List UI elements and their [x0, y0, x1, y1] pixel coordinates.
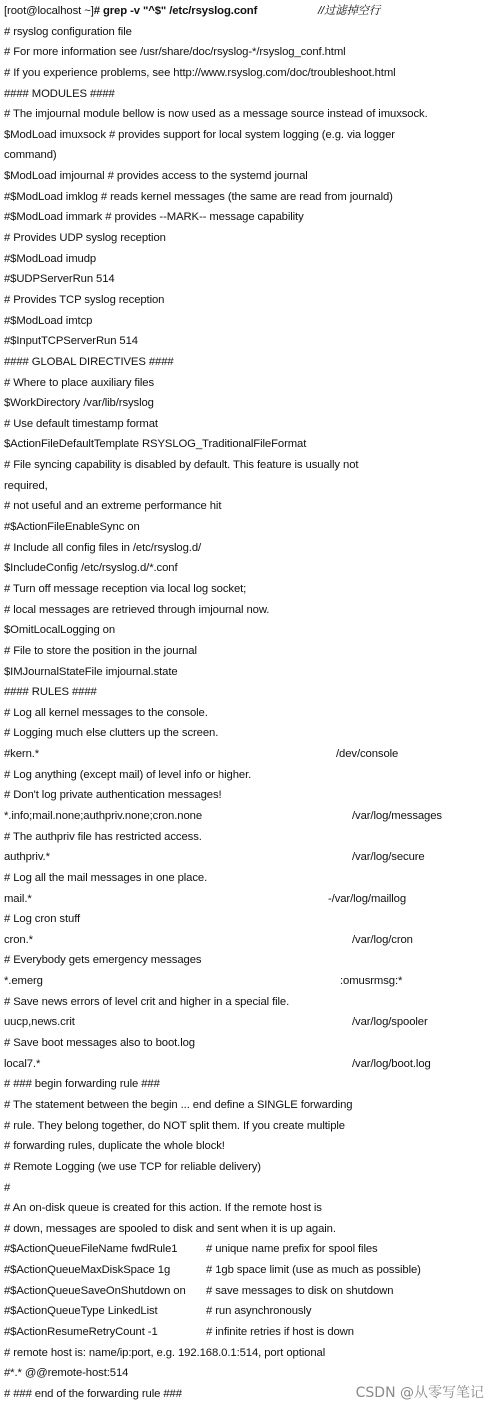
config-line-text: # An on-disk queue is created for this action. If the remote host is [4, 1202, 322, 1215]
config-line-text: # down, messages are spooled to disk and sent when it is up again. [4, 1222, 336, 1235]
config-line-text: # File syncing capability is disabled by default. This feature is usually not [4, 459, 359, 472]
config-line [4, 352, 494, 373]
config-line-destination: /var/log/messages [352, 809, 442, 822]
config-line-text: cron.* [4, 933, 33, 946]
config-line-text: # Logging much else clutters up the screen. [4, 727, 219, 740]
config-line-text: # remote host is: name/ip:port, e.g. 192.168.0.1:514, port optional [4, 1346, 326, 1359]
config-line-text: $WorkDirectory /var/lib/rsyslog [4, 397, 154, 410]
config-line-text: mail.* [4, 892, 32, 905]
config-line-text: #$ActionResumeRetryCount -1 [4, 1326, 158, 1338]
config-line [4, 1157, 494, 1178]
config-line-text: # local messages are retrieved through imjournal now. [4, 603, 270, 616]
config-line-text: command) [4, 149, 57, 162]
config-line [4, 1260, 494, 1281]
config-line [4, 579, 494, 600]
config-line [4, 1136, 494, 1157]
config-line-text: # Turn off message reception via local log socket; [4, 582, 247, 595]
config-line [4, 1198, 494, 1219]
config-line-text: uucp,news.crit [4, 1016, 75, 1029]
config-line-text: $IMJournalStateFile imjournal.state [4, 665, 178, 678]
config-line-text: #$ActionQueueType LinkedList [4, 1305, 158, 1318]
csdn-watermark: CSDN @从零写笔记 [355, 1385, 484, 1401]
config-line-text: #$ActionQueueFileName fwdRule1 [4, 1243, 178, 1256]
config-line [4, 187, 494, 208]
config-line [4, 84, 494, 105]
config-line-text: # forwarding rules, duplicate the whole block! [4, 1140, 225, 1153]
config-line-text: #### MODULES #### [4, 87, 115, 100]
config-line [4, 22, 494, 43]
config-line-comment: # run asynchronously [206, 1305, 312, 1318]
config-line-text: #$ModLoad imudp [4, 252, 97, 265]
config-line-comment: # unique name prefix for spool files [206, 1243, 378, 1256]
config-line [4, 785, 494, 806]
config-line [4, 145, 494, 166]
config-line-destination: /var/log/secure [352, 851, 425, 864]
config-line [4, 311, 494, 332]
config-line [4, 1054, 494, 1075]
config-line [4, 889, 494, 910]
config-line [4, 662, 494, 683]
config-line-text: # Save boot messages also to boot.log [4, 1037, 195, 1050]
config-line [4, 166, 494, 187]
config-line-text: # Include all config files in /etc/rsyslog.d/ [4, 541, 202, 554]
config-line-text: # rsyslog configuration file [4, 25, 132, 38]
config-line [4, 806, 494, 827]
config-line-text: *.emerg [4, 975, 43, 988]
config-line-text: $ActionFileDefaultTemplate RSYSLOG_TraditionalFileFormat [4, 438, 307, 451]
config-line [4, 228, 494, 249]
config-line [4, 682, 494, 703]
config-line-text: # Don't log private authentication messages! [4, 789, 222, 802]
config-line-text: #$ActionFileEnableSync on [4, 521, 140, 534]
config-line-text: # Log anything (except mail) of level info or higher. [4, 768, 252, 781]
grep-command: # grep -v "^$" /etc/rsyslog.conf [93, 5, 258, 17]
config-line-text: # For more information see /usr/share/doc/rsyslog-*/rsyslog_conf.html [4, 46, 346, 59]
config-file-listing [4, 1, 494, 1405]
config-line [4, 1343, 494, 1364]
config-line-text: # not useful and an extreme performance hit [4, 500, 222, 513]
config-line [4, 414, 494, 435]
config-line-text: # Use default timestamp format [4, 417, 158, 430]
config-line [4, 1074, 494, 1095]
config-line-text: #$InputTCPServerRun 514 [4, 335, 138, 348]
config-line [4, 620, 494, 641]
config-line [4, 496, 494, 517]
config-line [4, 1281, 494, 1302]
config-line-text: # rule. They belong together, do NOT split them. If you create multiple [4, 1119, 345, 1132]
config-line-text: required, [4, 479, 48, 492]
config-line [4, 558, 494, 579]
config-line-destination: /var/log/boot.log [352, 1057, 431, 1070]
config-line [4, 765, 494, 786]
config-line [4, 125, 494, 146]
config-line-text: #$ModLoad immark # provides --MARK-- message capability [4, 211, 304, 224]
config-line [4, 104, 494, 125]
config-line [4, 42, 494, 63]
config-line [4, 641, 494, 662]
config-line-destination: -/var/log/maillog [328, 892, 407, 905]
config-line [4, 1178, 494, 1199]
config-line [4, 434, 494, 455]
config-line-comment: # 1gb space limit (use as much as possible) [206, 1264, 421, 1277]
config-line [4, 1033, 494, 1054]
config-line-comment: # save messages to disk on shutdown [206, 1284, 394, 1297]
config-line-text: #### RULES #### [4, 686, 97, 699]
config-line [4, 930, 494, 951]
config-line-text: $OmitLocalLogging on [4, 624, 116, 637]
config-line [4, 476, 494, 497]
config-line-text: # The statement between the begin ... end define a SINGLE forwarding [4, 1098, 353, 1111]
config-line-text: # ### end of the forwarding rule ### [4, 1387, 182, 1400]
config-line-text: #$ActionQueueSaveOnShutdown on [4, 1284, 186, 1297]
config-line [4, 290, 494, 311]
config-line [4, 703, 494, 724]
config-line-text: # File to store the position in the journal [4, 644, 197, 657]
config-lines [4, 22, 494, 1405]
config-line-text: # If you experience problems, see http://www.rsyslog.com/doc/troubleshoot.html [4, 66, 396, 79]
config-line-text: # Save news errors of level crit and higher in a special file. [4, 995, 290, 1008]
config-line-text: # Log all the mail messages in one place. [4, 871, 208, 884]
config-line-text: #$ModLoad imtcp [4, 314, 93, 327]
config-line [4, 723, 494, 744]
config-line-text: # Log all kernel messages to the console. [4, 706, 208, 719]
config-line [4, 827, 494, 848]
config-line [4, 1219, 494, 1240]
config-line-text: # Provides UDP syslog reception [4, 232, 166, 245]
config-line-text: #kern.* [4, 748, 40, 761]
config-line-text: local7.* [4, 1057, 41, 1070]
config-line-text: #### GLOBAL DIRECTIVES #### [4, 355, 174, 368]
config-line-destination: :omusrmsg:* [340, 975, 403, 988]
command-line [4, 1, 494, 22]
config-line [4, 992, 494, 1013]
config-line [4, 1301, 494, 1322]
config-line-destination: /dev/console [336, 748, 399, 761]
command-note: //过滤掉空行 [318, 5, 381, 17]
config-line [4, 868, 494, 889]
config-line [4, 950, 494, 971]
config-line-text: # Log cron stuff [4, 913, 81, 926]
config-line [4, 269, 494, 290]
config-line [4, 455, 494, 476]
config-line [4, 909, 494, 930]
config-line-text: # Everybody gets emergency messages [4, 954, 202, 967]
config-line [4, 1095, 494, 1116]
config-line-text: #$ActionQueueMaxDiskSpace 1g [4, 1264, 171, 1277]
config-line-text: # Remote Logging (we use TCP for reliable delivery) [4, 1160, 261, 1173]
config-line [4, 744, 494, 765]
config-line [4, 331, 494, 352]
config-line-comment: # infinite retries if host is down [206, 1326, 354, 1338]
config-line-text: # The imjournal module bellow is now used as a message source instead of imuxsock. [4, 108, 428, 121]
shell-prompt: [root@localhost ~] [4, 5, 94, 17]
config-line-text: *.info;mail.none;authpriv.none;cron.none [4, 809, 203, 822]
config-line [4, 847, 494, 868]
config-line-text: # Where to place auxiliary files [4, 376, 155, 389]
config-line [4, 538, 494, 559]
config-line [4, 1363, 494, 1384]
config-line [4, 207, 494, 228]
config-line-text: # ### begin forwarding rule ### [4, 1078, 160, 1091]
config-line-text: $IncludeConfig /etc/rsyslog.d/*.conf [4, 562, 178, 575]
config-line [4, 600, 494, 621]
config-line [4, 249, 494, 270]
config-line [4, 1116, 494, 1137]
config-line-text: #$ModLoad imklog # reads kernel messages (the same are read from journald) [4, 190, 393, 203]
config-line-text: # [4, 1181, 11, 1194]
config-line [4, 1239, 494, 1260]
config-line-text: #*.* @@remote-host:514 [4, 1367, 129, 1380]
config-line-text: # Provides TCP syslog reception [4, 293, 165, 306]
config-line-text: #$UDPServerRun 514 [4, 273, 115, 286]
config-line [4, 393, 494, 414]
config-line-text: authpriv.* [4, 851, 50, 864]
config-line [4, 517, 494, 538]
config-line-destination: /var/log/spooler [352, 1016, 428, 1029]
config-line [4, 373, 494, 394]
config-line [4, 971, 494, 992]
config-line [4, 63, 494, 84]
config-line [4, 1012, 494, 1033]
config-line-text: $ModLoad imuxsock # provides support for local system logging (e.g. via logger [4, 128, 395, 141]
config-line-destination: /var/log/cron [352, 933, 413, 946]
config-line-text: # The authpriv file has restricted access. [4, 830, 202, 843]
config-line-text: $ModLoad imjournal # provides access to the systemd journal [4, 170, 308, 183]
config-line [4, 1322, 494, 1343]
